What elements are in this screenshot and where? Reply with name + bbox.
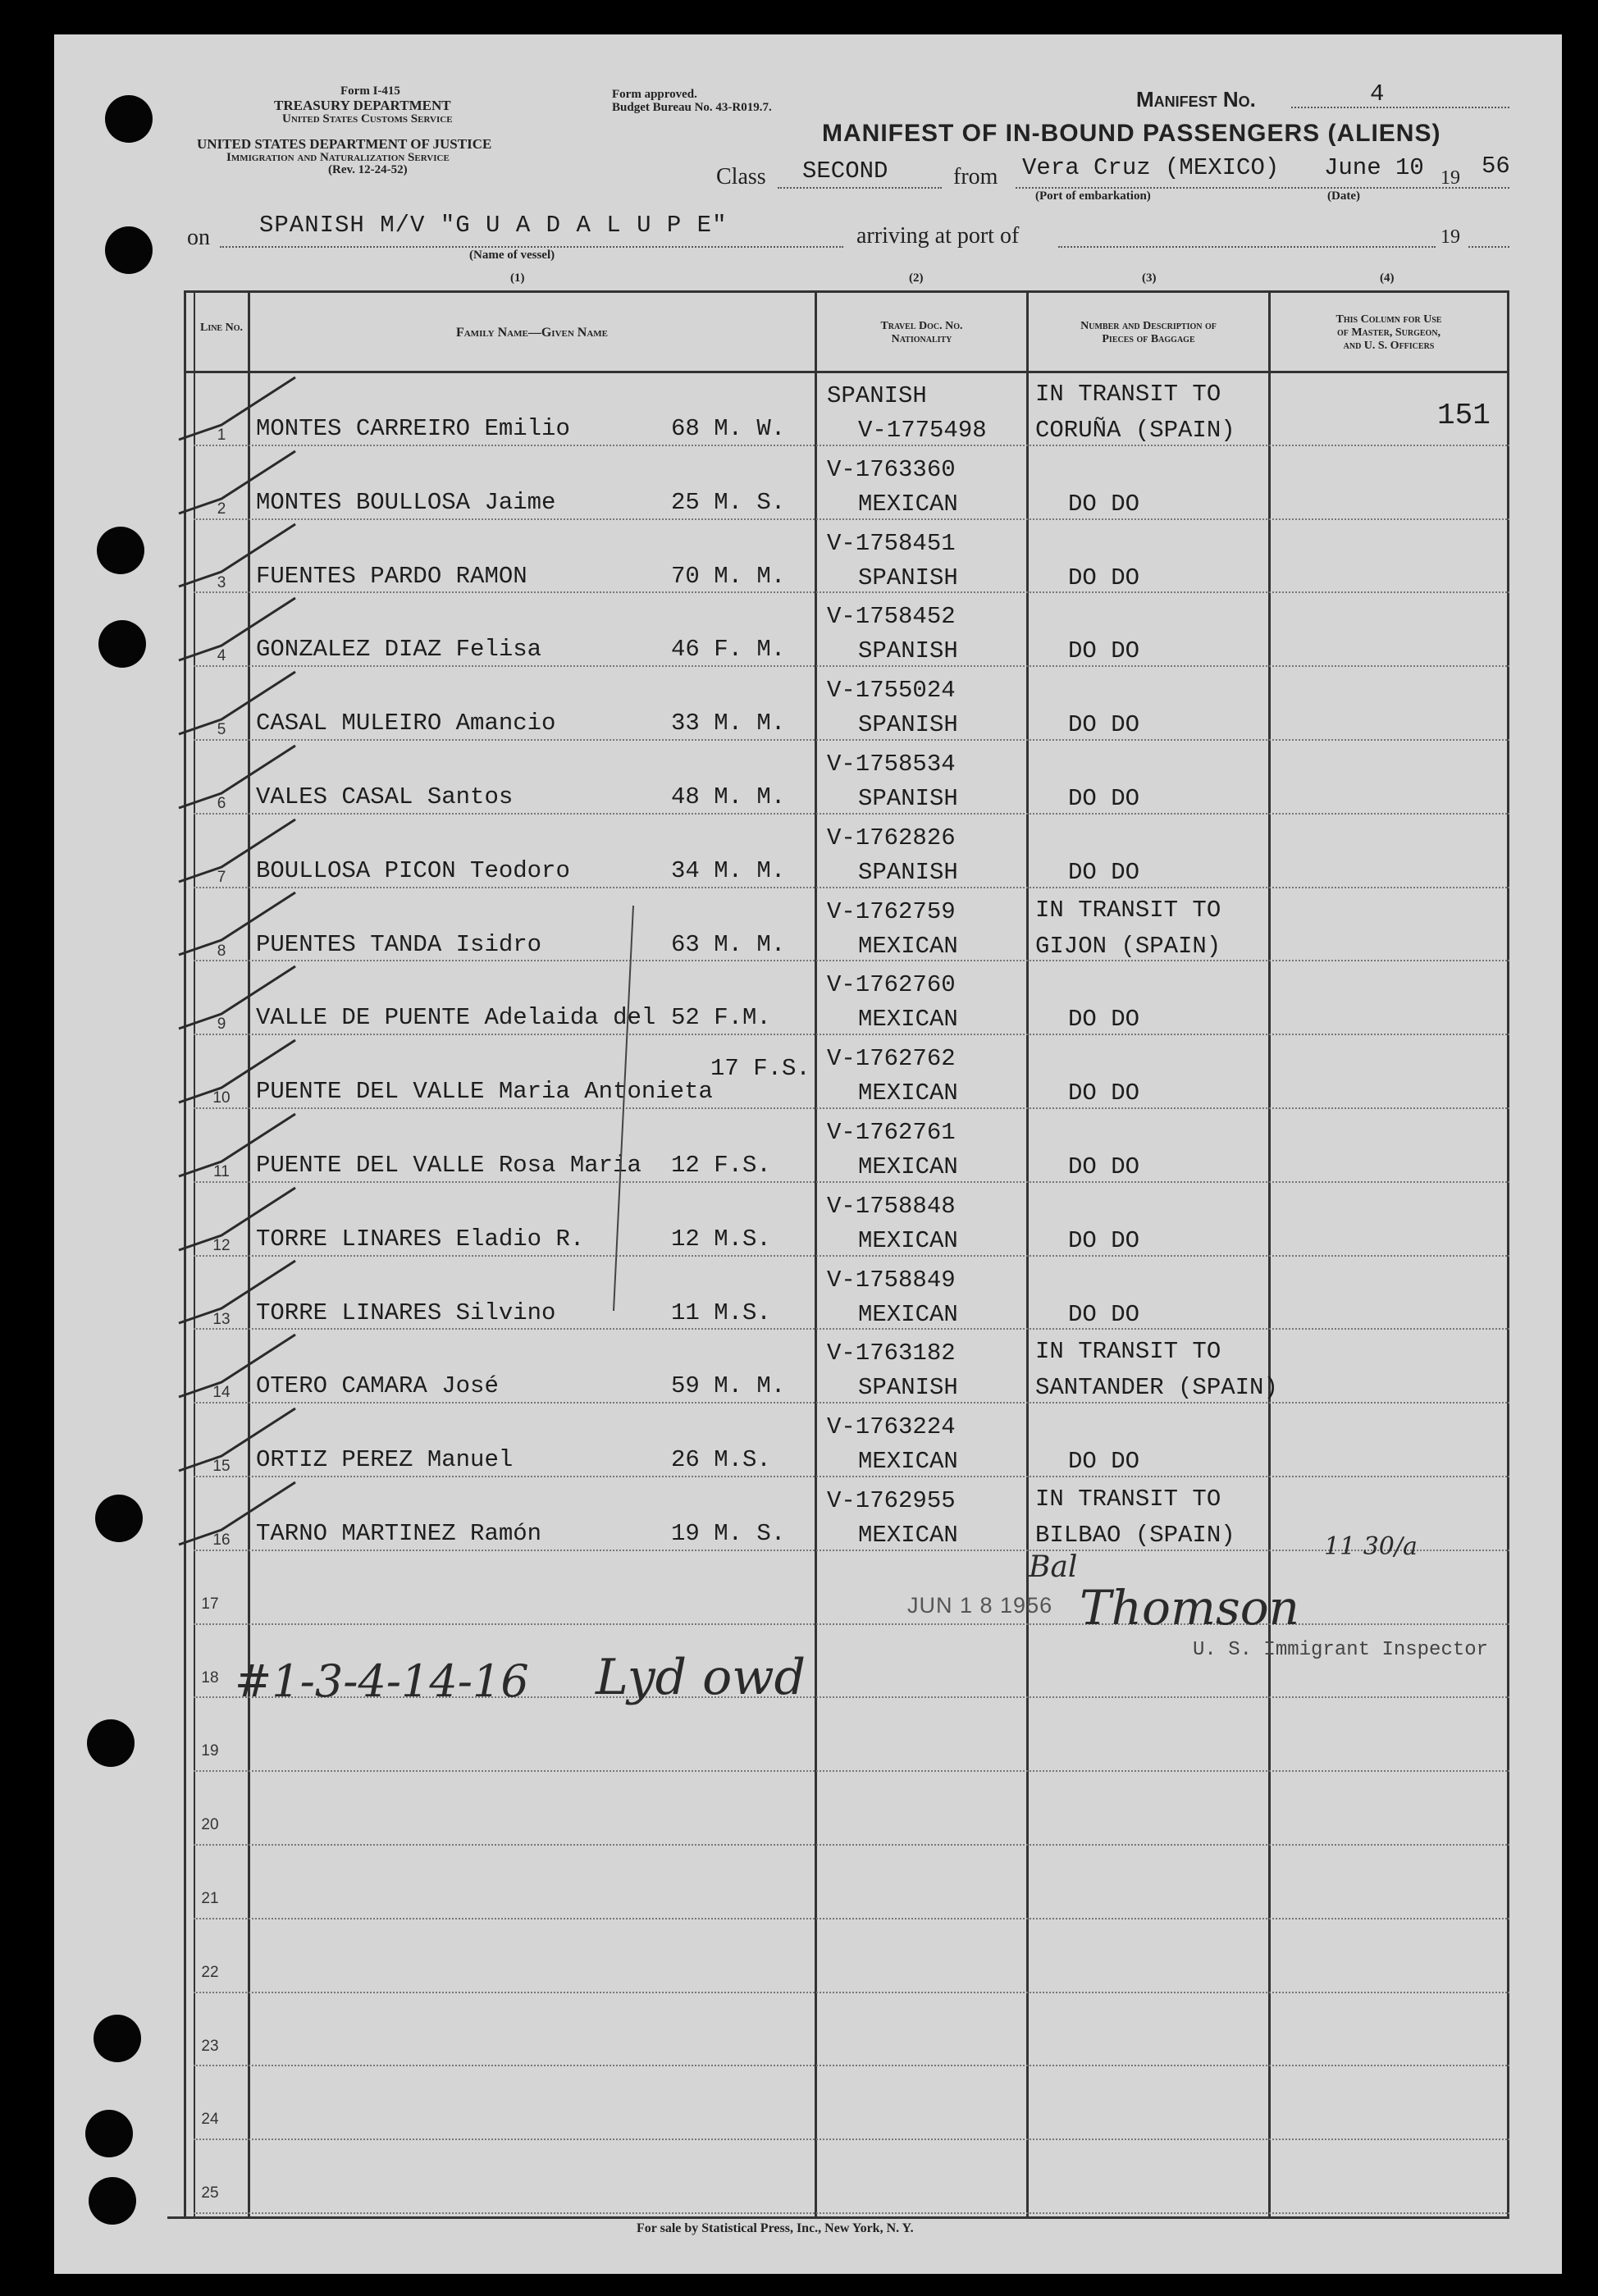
- line-number: 12: [212, 1237, 231, 1254]
- travel-doc-top: V-1758451: [827, 530, 956, 557]
- from-label: from: [953, 164, 998, 189]
- col-header-officers-1: This Column for Use: [1335, 313, 1442, 326]
- baggage-bottom: DO DO: [1068, 1448, 1140, 1475]
- class-label: Class: [716, 164, 766, 189]
- row-divider: [194, 739, 1509, 741]
- punch-hole: [85, 2110, 133, 2157]
- arrival-year-line: [1468, 246, 1509, 248]
- budget-line: Budget Bureau No. 43-R019.7.: [612, 101, 772, 114]
- row-divider: [194, 1107, 1509, 1109]
- line-number: 1: [217, 427, 226, 444]
- table-bottom-border: [167, 2216, 1509, 2219]
- arriving-label: arriving at port of: [856, 223, 1020, 249]
- punch-hole: [105, 226, 153, 274]
- line-number: 6: [217, 795, 226, 812]
- justice-line: UNITED STATES DEPARTMENT OF JUSTICE: [197, 136, 492, 152]
- officer-col-border: [1268, 290, 1271, 2218]
- row-divider: [194, 1328, 1509, 1330]
- header-bottom-border: [184, 371, 1509, 373]
- passenger-name: TORRE LINARES Eladio R.: [256, 1226, 585, 1253]
- col-header-travel-doc-1: Travel Doc. No.: [880, 320, 963, 332]
- manifest-no-line: [1291, 107, 1509, 108]
- vessel-line: [220, 246, 843, 248]
- travel-doc-bottom: SPANISH: [858, 859, 958, 886]
- received-date-stamp: JUN 1 8 1956: [907, 1593, 1053, 1618]
- travel-doc-top: V-1758849: [827, 1267, 956, 1294]
- travel-doc-bottom: MEXICAN: [858, 1522, 958, 1549]
- line-number: 25: [201, 2184, 219, 2202]
- col-header-officers-3: and U. S. Officers: [1343, 340, 1435, 352]
- travel-doc-bottom: MEXICAN: [858, 1227, 958, 1254]
- passenger-age-sex-status: 46 F. M.: [671, 636, 786, 663]
- row-divider: [194, 591, 1509, 593]
- row-divider: [194, 2212, 1509, 2214]
- line-number: 3: [217, 574, 226, 591]
- name-col-border: [248, 290, 250, 2218]
- col-number-1: (1): [510, 272, 525, 285]
- arrival-port-line: [1058, 246, 1436, 248]
- form-number: Form I-415: [340, 84, 400, 98]
- travel-doc-top: V-1762761: [827, 1119, 956, 1146]
- vessel-caption: (Name of vessel): [469, 249, 555, 262]
- passenger-name: FUENTES PARDO RAMON: [256, 563, 527, 590]
- passenger-age-sex-status: 34 M. M.: [671, 857, 786, 884]
- baggage-bottom: DO DO: [1068, 564, 1140, 591]
- customs-line: United States Customs Service: [282, 112, 453, 126]
- travel-doc-top: V-1763182: [827, 1340, 956, 1367]
- treasury-line: TREASURY DEPARTMENT: [274, 98, 451, 113]
- class-value: SECOND: [802, 157, 888, 185]
- line-number: 13: [212, 1311, 231, 1328]
- passenger-name: CASAL MULEIRO Amancio: [256, 710, 556, 737]
- baggage-bottom: GIJON (SPAIN): [1035, 933, 1221, 960]
- manifest-title: MANIFEST OF IN-BOUND PASSENGERS (ALIENS): [822, 120, 1441, 147]
- baggage-top: IN TRANSIT TO: [1035, 1338, 1221, 1365]
- table-left-border: [184, 290, 186, 2218]
- col-number-2: (2): [909, 272, 924, 285]
- col-header-travel-doc-2: Nationality: [891, 333, 952, 345]
- travel-doc-bottom: SPANISH: [858, 1374, 958, 1401]
- arrival-year-prefix: 19: [1440, 226, 1460, 248]
- travel-doc-bottom: MEXICAN: [858, 1153, 958, 1180]
- line-number: 21: [201, 1890, 219, 1907]
- row-divider: [194, 445, 1509, 446]
- handwritten-fraction: 11 30/a: [1324, 1532, 1418, 1561]
- col-number-3: (3): [1142, 272, 1157, 285]
- line-number: 4: [217, 647, 226, 664]
- punch-hole: [97, 527, 144, 574]
- travel-doc-bottom: SPANISH: [858, 564, 958, 591]
- line-number: 17: [201, 1595, 219, 1613]
- travel-doc-bottom: MEXICAN: [858, 1448, 958, 1475]
- row-divider: [194, 1476, 1509, 1477]
- line-number: 15: [212, 1458, 231, 1475]
- passenger-name: MONTES CARREIRO Emilio: [256, 415, 570, 442]
- line-number: 19: [201, 1742, 219, 1760]
- manifest-number: 4: [1370, 80, 1385, 107]
- travel-doc-bottom: MEXICAN: [858, 491, 958, 518]
- date-value: June 10: [1324, 154, 1424, 181]
- line-number: 22: [201, 1964, 219, 1981]
- baggage-col-border: [1026, 290, 1029, 2218]
- row-divider: [194, 1402, 1509, 1404]
- travel-doc-top: V-1762759: [827, 898, 956, 925]
- revision-line: (Rev. 12-24-52): [328, 163, 408, 176]
- passenger-age-sex-status: 68 M. W.: [671, 415, 786, 442]
- col-header-baggage-1: Number and Description of: [1080, 320, 1217, 332]
- passenger-age-sex-status: 63 M. M.: [671, 931, 786, 958]
- col-header-line-no-text: Line No.: [199, 322, 243, 334]
- travel-doc-top: V-1758452: [827, 603, 956, 630]
- passenger-name: VALES CASAL Santos: [256, 783, 514, 810]
- travel-doc-top: V-1762762: [827, 1045, 956, 1072]
- baggage-top: IN TRANSIT TO: [1035, 1486, 1221, 1513]
- passenger-age-sex-status: 59 M. M.: [671, 1372, 786, 1399]
- row-divider: [194, 1844, 1509, 1846]
- line-number: 16: [212, 1531, 231, 1549]
- doc-col-border: [815, 290, 817, 2218]
- baggage-top: IN TRANSIT TO: [1035, 381, 1221, 408]
- passenger-name: BOULLOSA PICON Teodoro: [256, 857, 570, 884]
- handwritten-bal: Bal: [1029, 1550, 1078, 1584]
- passenger-name: TARNO MARTINEZ Ramón: [256, 1520, 542, 1547]
- on-label: on: [187, 225, 210, 250]
- line-number: 11: [213, 1163, 230, 1180]
- row-divider: [194, 1034, 1509, 1035]
- row-divider: [194, 887, 1509, 888]
- baggage-bottom: CORUÑA (SPAIN): [1035, 417, 1235, 444]
- officer-note: 151: [1437, 399, 1491, 432]
- printer-footer: For sale by Statistical Press, Inc., New York, N. Y.: [637, 2221, 914, 2235]
- line-number: 20: [201, 1816, 219, 1833]
- col-number-4: (4): [1380, 272, 1395, 285]
- inspector-signature: Thomson: [1080, 1580, 1299, 1636]
- lineno-col-border: [194, 290, 195, 2218]
- row-divider: [194, 813, 1509, 815]
- travel-doc-bottom: SPANISH: [858, 711, 958, 738]
- row-divider: [194, 1255, 1509, 1257]
- travel-doc-top: V-1763360: [827, 456, 956, 483]
- baggage-bottom: DO DO: [1068, 1080, 1140, 1107]
- date-year-prefix: 19: [1440, 167, 1460, 189]
- punch-hole: [89, 2177, 136, 2225]
- line-number: 24: [201, 2111, 219, 2128]
- travel-doc-bottom: SPANISH: [858, 637, 958, 664]
- col-header-travel-doc: [817, 320, 1026, 346]
- baggage-bottom: DO DO: [1068, 1006, 1140, 1033]
- baggage-top: IN TRANSIT TO: [1035, 897, 1221, 924]
- travel-doc-top: V-1762826: [827, 824, 956, 851]
- passenger-age-sex-status: 11 M.S.: [671, 1299, 771, 1326]
- passenger-name: PUENTES TANDA Isidro: [256, 931, 542, 958]
- row-divider: [194, 1918, 1509, 1919]
- row-divider: [194, 1181, 1509, 1183]
- baggage-bottom: DO DO: [1068, 1153, 1140, 1180]
- punch-hole: [87, 1719, 135, 1767]
- punch-hole: [94, 2015, 141, 2062]
- line-number: 18: [201, 1669, 219, 1687]
- inspector-title: U. S. Immigrant Inspector: [1193, 1639, 1489, 1661]
- port-value: Vera Cruz (MEXICO): [1022, 154, 1280, 181]
- port-caption: (Port of embarkation): [1035, 189, 1151, 203]
- row-divider: [194, 665, 1509, 667]
- vessel-name: SPANISH M/V "G U A D A L U P E": [259, 212, 728, 239]
- passenger-name: PUENTE DEL VALLE Maria Antonieta: [256, 1078, 713, 1105]
- line-number: 7: [217, 869, 226, 886]
- baggage-bottom: SANTANDER (SPAIN): [1035, 1374, 1278, 1401]
- passenger-age-sex-status: 70 M. M.: [671, 563, 786, 590]
- row-divider: [194, 2065, 1509, 2066]
- col-header-line-no: [195, 322, 248, 335]
- passenger-name: OTERO CAMARA José: [256, 1372, 499, 1399]
- row-divider: [194, 1992, 1509, 1993]
- line-number: 5: [217, 721, 226, 738]
- col-header-name-text: Family Name—Given Name: [455, 326, 609, 340]
- passenger-age-sex-status: 33 M. M.: [671, 710, 786, 737]
- travel-doc-top: V-1758534: [827, 751, 956, 778]
- passenger-age-sex-status: 25 M. S.: [671, 489, 786, 516]
- travel-doc-bottom: MEXICAN: [858, 1080, 958, 1107]
- travel-doc-top: SPANISH: [827, 382, 927, 409]
- row-divider: [194, 1770, 1509, 1772]
- travel-doc-top: V-1758848: [827, 1193, 956, 1220]
- line-number: 14: [212, 1384, 231, 1401]
- manifest-no-label: Manifest No.: [1136, 87, 1256, 112]
- passenger-age-sex-status: 19 M. S.: [671, 1520, 786, 1547]
- passenger-name: GONZALEZ DIAZ Felisa: [256, 636, 542, 663]
- row-divider: [194, 1623, 1509, 1625]
- row-divider: [194, 1550, 1509, 1551]
- handwritten-line-list: #1-3-4-14-16: [235, 1655, 529, 1707]
- travel-doc-bottom: MEXICAN: [858, 1301, 958, 1328]
- baggage-bottom: DO DO: [1068, 785, 1140, 812]
- row-divider: [194, 960, 1509, 961]
- col-header-officers: [1271, 313, 1507, 353]
- passenger-name: PUENTE DEL VALLE Rosa Maria: [256, 1152, 641, 1179]
- row-divider: [194, 518, 1509, 520]
- passenger-age-sex-status: 52 F.M.: [671, 1004, 771, 1031]
- passenger-name: VALLE DE PUENTE Adelaida del: [256, 1004, 656, 1031]
- baggage-bottom: DO DO: [1068, 1301, 1140, 1328]
- passenger-name: ORTIZ PEREZ Manuel: [256, 1446, 514, 1473]
- travel-doc-bottom: SPANISH: [858, 785, 958, 812]
- col-header-officers-2: of Master, Surgeon,: [1336, 326, 1441, 339]
- baggage-bottom: DO DO: [1068, 1227, 1140, 1254]
- travel-doc-bottom: MEXICAN: [858, 1006, 958, 1033]
- travel-doc-bottom: MEXICAN: [858, 933, 958, 960]
- date-caption: (Date): [1327, 189, 1360, 203]
- baggage-bottom: BILBAO (SPAIN): [1035, 1522, 1235, 1549]
- travel-doc-bottom: V-1775498: [858, 417, 987, 444]
- col-header-baggage: [1029, 320, 1268, 346]
- baggage-bottom: DO DO: [1068, 859, 1140, 886]
- passenger-age-sex-status: 48 M. M.: [671, 783, 786, 810]
- punch-hole: [95, 1495, 143, 1542]
- row-divider: [194, 2139, 1509, 2140]
- year-value: 56: [1482, 153, 1510, 180]
- port-line: [1016, 187, 1509, 189]
- line-number: 2: [217, 500, 226, 518]
- punch-hole: [105, 95, 153, 143]
- passenger-age-sex-status: 12 M.S.: [671, 1226, 771, 1253]
- ins-line: Immigration and Naturalization Service: [226, 151, 450, 164]
- line-number: 10: [212, 1089, 231, 1107]
- travel-doc-top: V-1762760: [827, 971, 956, 998]
- travel-doc-top: V-1755024: [827, 677, 956, 704]
- col-header-baggage-2: Pieces of Baggage: [1102, 333, 1195, 345]
- approval-line: Form approved.: [612, 88, 697, 101]
- passenger-name: MONTES BOULLOSA Jaime: [256, 489, 556, 516]
- handwritten-initials: Lyd owd: [596, 1649, 806, 1706]
- passenger-age-sex-status: 26 M.S.: [671, 1446, 771, 1473]
- baggage-bottom: DO DO: [1068, 637, 1140, 664]
- baggage-bottom: DO DO: [1068, 711, 1140, 738]
- punch-hole: [98, 620, 146, 668]
- table-top-border: [184, 290, 1509, 293]
- line-number: 23: [201, 2038, 219, 2055]
- baggage-bottom: DO DO: [1068, 491, 1140, 518]
- travel-doc-top: V-1762955: [827, 1487, 956, 1514]
- line-number: 8: [217, 943, 226, 960]
- col-header-name: [249, 326, 815, 340]
- class-line: [778, 187, 942, 189]
- passenger-age-sex-status: 17 F.S.: [710, 1055, 810, 1082]
- line-number: 9: [217, 1016, 226, 1033]
- passenger-name: TORRE LINARES Silvino: [256, 1299, 556, 1326]
- travel-doc-top: V-1763224: [827, 1413, 956, 1440]
- passenger-age-sex-status: 12 F.S.: [671, 1152, 771, 1179]
- table-right-border: [1507, 290, 1509, 2218]
